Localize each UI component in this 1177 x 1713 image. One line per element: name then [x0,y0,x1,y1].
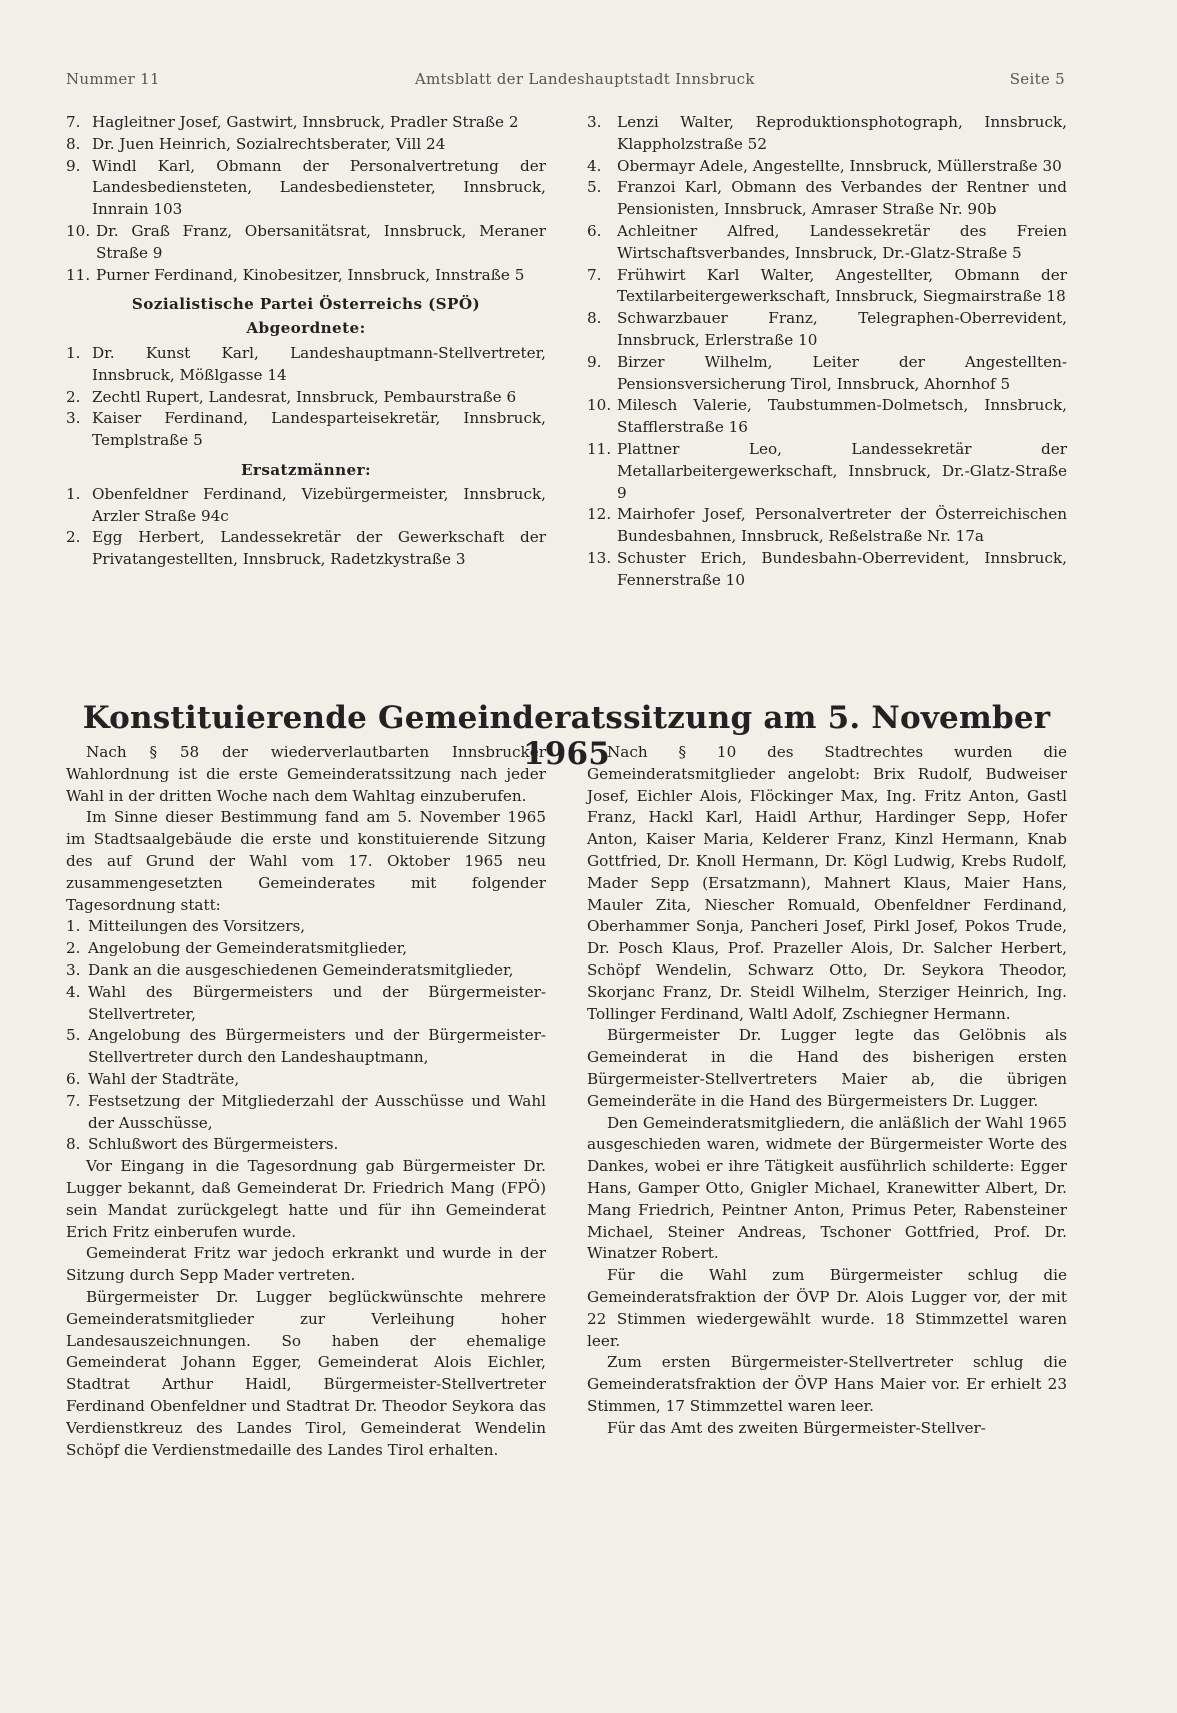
paragraph: Nach § 58 der wiederverlautbarten Innsbrucker Wahlordnung ist die erste Gemeinderatssitzung nach jeder Wahl in der dritten Woche nach dem Wahltag einzuberufen. [66,743,546,805]
paragraph: Nach § 10 des Stadtrechtes wurden die Gemeinderatsmitglieder angelobt: Brix Rudolf, Budweiser Josef, Eichler Alois, Flöckinger Max, Ing. Fritz Anton, Gastl Franz, Hackl Karl, Haidl Arthur, Hardinger Sepp, Hofer Anton, Kaiser Maria, Kelderer Franz, Kinzl Hermann, Knab Gottfried, Dr. Knoll Hermann, Dr. Kögl Ludwig, Krebs Rudolf, Mader Sepp (Ersatzmann), Mahnert Klaus, Maier Hans, Mauler Zita, Niescher Romuald, Obenfeldner Ferdinand, Oberhammer Sonja, Pancheri Josef, Pirkl Josef, Pokos Trude, Dr. Posch Klaus, Prof. Prazeller Alois, Dr. Salcher Herbert, Schöpf Wendelin, Schwarz Otto, Dr. Seykora Theodor, Skorjanc Franz, Dr. Steidl Wilhelm, Sterziger Heinrich, Ing. Tollinger Ferdinand, Waltl Adolf, Zschiegner Hermann. [587,743,1067,1023]
list-item: 8. Dr. Juen Heinrich, Sozialrechtsberater, Vill 24 [66,134,446,153]
agenda-item: 1. Mitteilungen des Vorsitzers, [66,917,306,936]
list-item: 11. Purner Ferdinand, Kinobesitzer, Innsbruck, Innstraße 5 [66,265,525,284]
list-item: 6. Achleitner Alfred, Landessekretär des Freien Wirtschaftsverbandes, Innsbruck, Dr.-Glatz-Straße 5 [587,221,1067,262]
paragraph: Gemeinderat Fritz war jedoch erkrankt und wurde in der Sitzung durch Sepp Mader vertreten. [66,1244,546,1285]
top-left-column [66,112,546,592]
substitutes-heading: Ersatzmänner: [240,460,372,479]
paragraph: Vor Eingang in die Tagesordnung gab Bürgermeister Dr. Lugger bekannt, daß Gemeinderat Dr. Friedrich Mang (FPÖ) sein Mandat zurückgelegt hatte und für ihn Gemeinderat Erich Fritz einberufen wurde. [66,1157,546,1241]
agenda-item: 6. Wahl der Stadträte, [66,1069,240,1088]
paragraph: Für die Wahl zum Bürgermeister schlug die Gemeinderatsfraktion der ÖVP Dr. Alois Lugger vor, der mit 22 Stimmen wiedergewählt wurde. 18 Stimmzettel waren leer. [587,1266,1067,1350]
list-item: 12. Mairhofer Josef, Personalvertreter der Österreichischen Bundesbahnen, Innsbruck, Reßelstraße Nr. 17a [587,505,1067,546]
list-item: 2. Zechtl Rupert, Landesrat, Innsbruck, Pembaurstraße 6 [66,387,517,406]
paragraph: Zum ersten Bürgermeister-Stellvertreter schlug die Gemeinderatsfraktion der ÖVP Hans Maier vor. Er erhielt 23 Stimmen, 17 Stimmzettel waren leer. [587,1353,1067,1415]
paragraph: Bürgermeister Dr. Lugger beglückwünschte mehrere Gemeinderatsmitglieder zur Verleihung hoher Landesauszeichnungen. So haben der ehemalige Gemeinderat Johann Egger, Gemeinderat Alois Eichler, Stadtrat Arthur Haidl, Bürgermeister-Stellvertreter Ferdinand Obenfeldner und Stadtrat Dr. Theodor Seykora das Verdienstkreuz des Landes Tirol, Gemeinderat Wendelin Schöpf die Verdienstmedaille des Landes Tirol erhalten. [66,1287,546,1459]
list-item: 1. Dr. Kunst Karl, Landeshauptmann-Stellvertreter, Innsbruck, Mößlgasse 14 [66,343,546,384]
list-item: 10. Dr. Graß Franz, Obersanitätsrat, Innsbruck, Meraner Straße 9 [66,221,546,262]
list-item: 1. Obenfeldner Ferdinand, Vizebürgermeister, Innsbruck, Arzler Straße 94c [66,484,546,525]
agenda-item: 3. Dank an die ausgeschiedenen Gemeinderatsmitglieder, [66,960,514,979]
list-item: 10. Milesch Valerie, Taubstummen-Dolmetsch, Innsbruck, Stafflerstraße 16 [587,396,1067,437]
paragraph: Im Sinne dieser Bestimmung fand am 5. November 1965 im Stadtsaalgebäude die erste und konstituierende Sitzung des auf Grund der Wahl vom 17. Oktober 1965 neu zusammengesetzten Gemeinderates mit folgender Tagesordnung statt: [66,808,546,914]
agenda-item: 5. Angelobung des Bürgermeisters und der Bürgermeister-Stellvertreter durch den Landeshauptmann, [66,1026,546,1067]
list-item: 9. Birzer Wilhelm, Leiter der Angestellten-Pensionsversicherung Tirol, Innsbruck, Ahornhof 5 [587,352,1067,393]
list-item: 5. Franzoi Karl, Obmann des Verbandes der Rentner und Pensionisten, Innsbruck, Amraser Straße Nr. 90b [587,178,1067,219]
top-right-column [587,112,1067,592]
list-item: 3. Lenzi Walter, Reproduktionsphotograph, Innsbruck, Klappholzstraße 52 [587,113,1067,153]
party-heading: Sozialistische Partei Österreichs (SPÖ) [131,295,481,314]
list-item: 9. Windl Karl, Obmann der Personalvertretung der Landesbediensteten, Landesbediensteter, Innsbruck, Innrain 103 [66,156,546,219]
candidate-lists [66,112,1067,592]
paragraph: Bürgermeister Dr. Lugger legte das Gelöbnis als Gemeinderat in die Hand des bisherigen ersten Bürgermeister-Stellvertreters Maier ab, die übrigen Gemeinderäte in die Hand des Bürgermeisters Dr. Lugger. [587,1026,1067,1110]
paragraph: Für das Amt des zweiten Bürgermeister-Stellver- [607,1418,986,1437]
bottom-left-column [66,742,546,1461]
bottom-right-column [587,742,1067,1461]
session-report [66,742,1067,1461]
paragraph: Den Gemeinderatsmitgliedern, die anläßlich der Wahl 1965 ausgeschieden waren, widmete der Bürgermeister Worte des Dankes, wobei er ihre Tätigkeit ausführlich schilderte: Egger Hans, Gamper Otto, Gnigler Michael, Kranewitter Albert, Dr. Mang Friedrich, Peintner Anton, Primus Peter, Rabensteiner Michael, Steiner Andreas, Tschoner Gottfried, Prof. Dr. Winatzer Robert. [587,1113,1067,1263]
agenda-item: 2. Angelobung der Gemeinderatsmitglieder, [66,939,408,958]
agenda-list [66,916,546,1156]
agenda-item: 8. Schlußwort des Bürgermeisters. [66,1135,339,1154]
list-item: 11. Plattner Leo, Landessekretär der Metallarbeitergewerkschaft, Innsbruck, Dr.-Glatz-Straße 9 [587,439,1067,502]
list-item: 3. Kaiser Ferdinand, Landesparteisekretär, Innsbruck, Templstraße 5 [66,409,546,450]
publication-title: Amtsblatt der Landeshauptstadt Innsbruck [414,70,755,88]
page-number: Seite 5 [1009,70,1065,88]
list-item: 7. Hagleitner Josef, Gastwirt, Innsbruck, Pradler Straße 2 [66,113,519,131]
agenda-item: 4. Wahl des Bürgermeisters und der Bürgermeister-Stellvertreter, [66,982,546,1023]
list-item: 2. Egg Herbert, Landessekretär der Gewerkschaft der Privatangestellten, Innsbruck, Radetzkystraße 3 [66,528,546,569]
list-item: 8. Schwarzbauer Franz, Telegraphen-Oberrevident, Innsbruck, Erlerstraße 10 [587,309,1067,349]
deputies-heading: Abgeordnete: [246,319,366,338]
section-title: Konstituierende Gemeinderatssitzung am 5. November 1965 [82,700,1051,772]
agenda-item: 7. Festsetzung der Mitgliederzahl der Ausschüsse und Wahl der Ausschüsse, [66,1091,546,1132]
running-header [66,70,1065,88]
issue-number: Nummer 11 [66,70,160,88]
list-item: 7. Frühwirt Karl Walter, Angestellter, Obmann der Textilarbeitergewerkschaft, Innsbruck, Siegmairstraße 18 [587,265,1067,306]
list-item: 4. Obermayr Adele, Angestellte, Innsbruck, Müllerstraße 30 [587,156,1062,175]
list-item: 13. Schuster Erich, Bundesbahn-Oberrevident, Innsbruck, Fennerstraße 10 [587,548,1067,589]
